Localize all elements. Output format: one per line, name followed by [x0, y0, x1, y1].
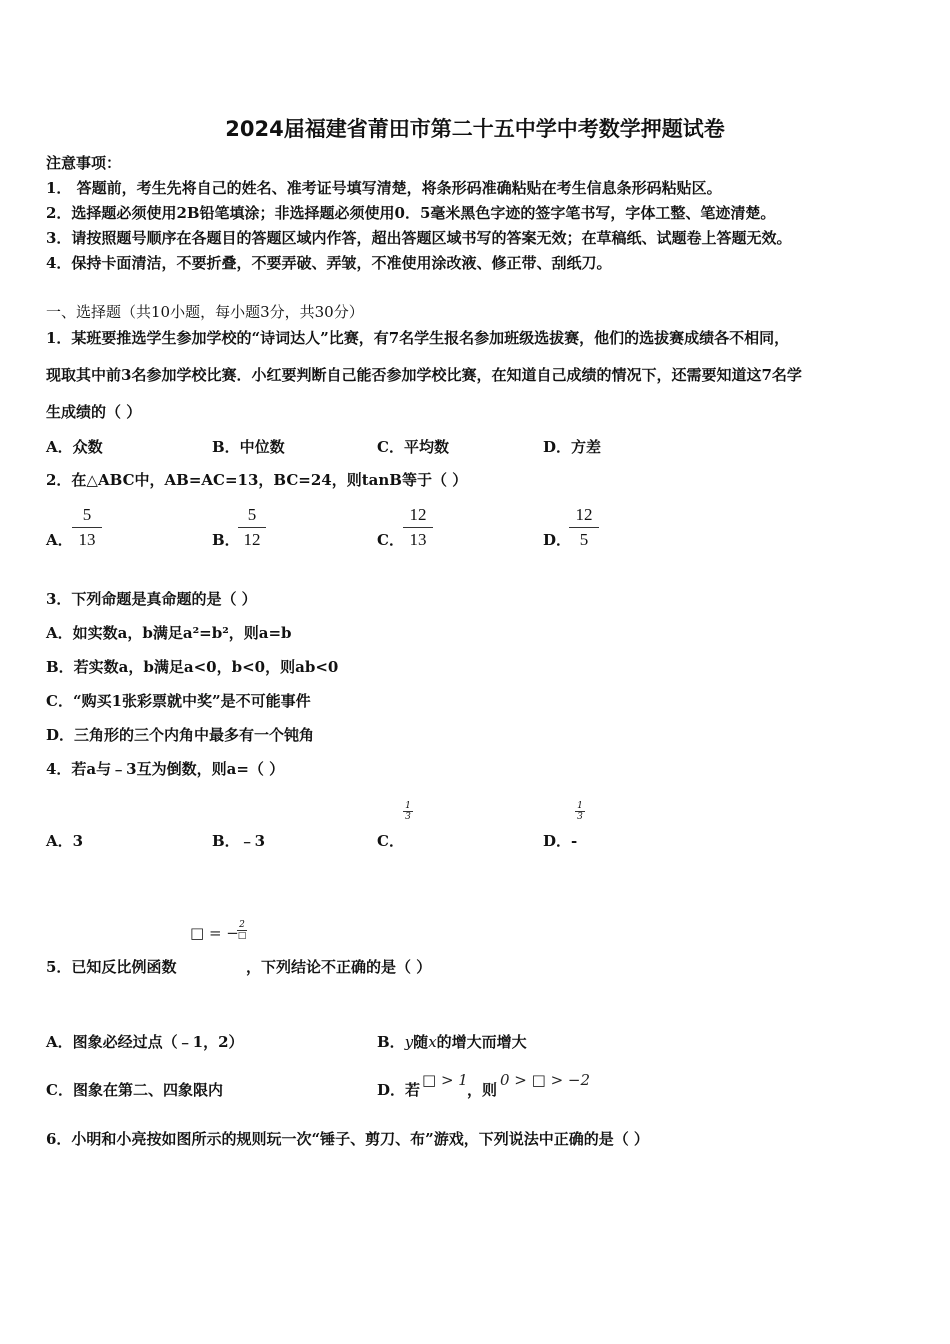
q5-option-b [377, 1031, 527, 1052]
q2-label-b: B． [212, 531, 240, 549]
q4-option-c-fraction-den: 3 [405, 812, 411, 822]
section-heading: 一、选择题（共10小题，每小题3分，共30分） [46, 303, 364, 321]
q4-option-d-fraction [575, 801, 585, 822]
q1-line-2: 现取其中前3名参加学校比赛．小红要判断自己能否参加学校比赛，在知道自己成绩的情况下，还需要知道这7名学 [46, 366, 802, 384]
q5-option-c: C．图象在第二、四象限内 [46, 1081, 223, 1099]
q4-option-d-fraction-den: 3 [577, 812, 583, 822]
q5-formula-fraction [237, 920, 247, 941]
q5-option-b-mid: 随 [413, 1033, 429, 1051]
q4-stem: 4．若a与﹣3互为倒数，则a=（ ） [46, 760, 285, 778]
q3-option-c: C．“购买1张彩票就中奖”是不可能事件 [46, 692, 311, 710]
page-title: 2024届福建省莆田市第二十五中学中考数学押题试卷 [225, 117, 725, 141]
q5-stem-right: ，下列结论不正确的是（ ） [246, 958, 432, 976]
q5-option-a: A．图象必经过点（﹣1，2） [46, 1033, 244, 1051]
q2-label-c: C． [377, 531, 404, 549]
q2-fraction-c-num: 12 [403, 503, 433, 528]
q5-stem-left: 5．已知反比例函数 [46, 958, 177, 976]
q1-line-3: 生成绩的（ ） [46, 403, 142, 421]
q2-fraction-d-den: 5 [579, 530, 589, 549]
q2-fraction-c [403, 503, 433, 552]
q5-option-d-then: ，则 [467, 1081, 498, 1099]
q4-option-c-fraction-num: 1 [403, 801, 413, 812]
q5-option-d-prefix: D．若 [377, 1081, 421, 1099]
q3-option-d: D．三角形的三个内角中最多有一个钝角 [46, 726, 315, 744]
q1-option-d: D．方差 [543, 438, 602, 456]
q1-option-c: C．平均数 [377, 438, 449, 456]
q4-option-d-fraction-num: 1 [575, 801, 585, 812]
q5-option-d-condition: □ > 1 [422, 1071, 468, 1089]
q5-formula-fraction-den: □ [237, 931, 247, 941]
notice-item-3: 3．请按照题号顺序在各题目的答题区域内作答，超出答题区域书写的答案无效；在草稿纸、试题卷上答题无效。 [46, 229, 792, 247]
q5-option-b-prefix: B． [377, 1033, 405, 1051]
notice-item-4: 4．保持卡面清洁，不要折叠，不要弄破、弄皱，不准使用涂改液、修正带、刮纸刀。 [46, 254, 612, 272]
q3-option-b: B．若实数a，b满足a<0，b<0，则ab<0 [46, 658, 339, 676]
q1-line-1: 1．某班要推选学生参加学校的“诗词达人”比赛，有7名学生报名参加班级选拔赛，他们的选拔赛成绩各不相同， [46, 329, 790, 347]
q2-stem: 2．在△ABC中，AB=AC=13，BC=24，则tanB等于（ ） [46, 471, 468, 489]
q2-label-d: D． [543, 531, 572, 549]
q4-option-d: D．- [543, 832, 578, 850]
q2-fraction-d [569, 503, 599, 552]
q2-label-a: A． [46, 531, 73, 549]
q5-option-d-result: 0 > □ > −2 [500, 1071, 591, 1089]
q5-formula: □ = − [190, 924, 239, 942]
q6-stem: 6．小明和小亮按如图所示的规则玩一次“锤子、剪刀、布”游戏，下列说法中正确的是（ ） [46, 1130, 649, 1148]
q2-fraction-a-num: 5 [72, 503, 102, 528]
q5-option-b-y: y [404, 1033, 414, 1051]
q1-option-b: B．中位数 [212, 438, 285, 456]
q3-stem: 3．下列命题是真命题的是（ ） [46, 590, 257, 608]
q5-option-b-x: x [428, 1033, 437, 1051]
q4-option-c: C． [377, 832, 404, 850]
q5-option-b-suffix: 的增大而增大 [436, 1033, 527, 1051]
q1-option-a: A．众数 [46, 438, 103, 456]
q2-fraction-d-num: 12 [569, 503, 599, 528]
notice-item-1: 1． 答题前，考生先将自己的姓名、准考证号填写清楚，将条形码准确粘贴在考生信息条形码粘贴区。 [46, 179, 722, 197]
q3-option-a: A．如实数a，b满足a²=b²，则a=b [46, 624, 292, 642]
q2-fraction-c-den: 13 [409, 530, 427, 549]
q2-fraction-a [72, 503, 102, 552]
notice-item-2: 2．选择题必须使用2B铅笔填涂；非选择题必须使用0．5毫米黑色字迹的签字笔书写，字体工整、笔迹清楚。 [46, 204, 776, 222]
notice-heading: 注意事项： [46, 154, 122, 172]
q2-fraction-a-den: 13 [78, 530, 96, 549]
q4-option-c-fraction [403, 801, 413, 822]
q4-option-b: B．﹣3 [212, 832, 266, 850]
q2-fraction-b [238, 503, 266, 552]
q5-formula-fraction-num: 2 [237, 920, 247, 931]
q2-fraction-b-num: 5 [238, 503, 266, 528]
q4-option-a: A．3 [46, 832, 84, 850]
q2-fraction-b-den: 12 [243, 530, 261, 549]
